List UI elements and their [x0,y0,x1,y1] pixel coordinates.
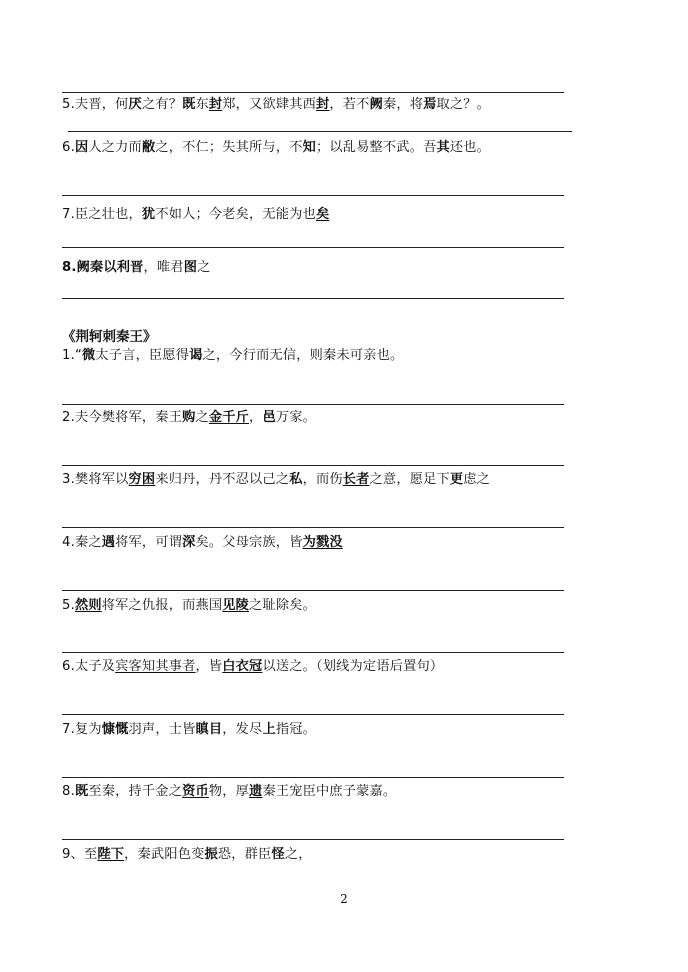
section-title: 《荆轲刺秦王》 [62,329,157,345]
answer-line [62,298,564,299]
answer-line [62,839,564,840]
question-6: 6.因人之力而敝之，不仁；失其所与，不知；以乱易整不武。吾其还也。 [62,140,491,155]
answer-line [62,92,564,93]
question-8: 8.阙秦以利晋，唯君图之 [62,260,211,275]
question-7: 7.臣之壮也，犹不如人；今老矣，无能为也矣 [62,207,330,222]
answer-line [62,404,564,405]
question-5: 5.夫晋，何厌之有？既东封郑，又欲肆其西封，若不阙秦，将焉取之？。 [62,97,491,112]
answer-line [62,247,564,248]
answer-line [62,714,564,715]
question-2-4: 4.秦之遇将军，可谓深矣。父母宗族，皆为戮没 [62,535,343,550]
answer-line [62,195,564,196]
question-2-6: 6.太子及宾客知其事者，皆白衣冠以送之。（划线为定语后置句） [62,659,444,674]
answer-line [68,131,572,132]
answer-line [62,527,564,528]
answer-line [62,590,564,591]
question-2-2: 2.夫今樊将军，秦王购之金千斤，邑万家。 [62,410,316,425]
question-2-8: 8.既至秦，持千金之资币物，厚遗秦王宠臣中庶子蒙嘉。 [62,784,397,799]
answer-line [62,777,564,778]
question-2-7: 7.复为慷慨羽声，士皆瞋目，发尽上指冠。 [62,722,316,737]
question-2-9: 9、至陛下，秦武阳色变振恐，群臣怪之， [62,847,312,862]
answer-line [62,465,564,466]
question-2-5: 5.然则将军之仇报，而燕国见陵之耻除矣。 [62,598,316,613]
answer-line [62,652,564,653]
question-2-1: 1.“微太子言，臣愿得谒之，今行而无信，则秦未可亲也。 [62,348,404,363]
page-number: 2 [340,892,348,906]
question-2-3: 3.樊将军以穷困来归丹，丹不忍以己之私，而伤长者之意，愿足下更虑之 [62,472,491,487]
